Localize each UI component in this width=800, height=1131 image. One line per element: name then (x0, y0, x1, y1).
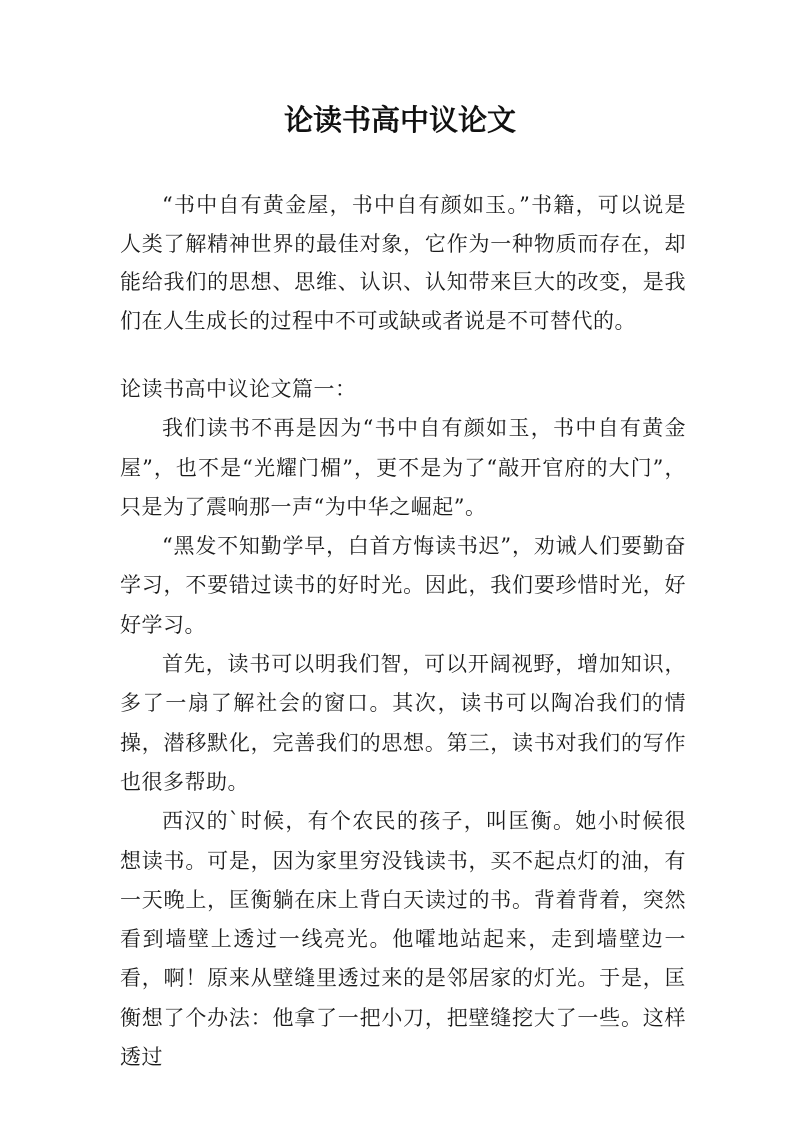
section-heading: 论读书高中议论文篇一： (120, 377, 357, 401)
body-paragraph: 首先，读书可以明我们智，可以开阔视野，增加知识，多了一扇了解社会的窗口。其次，读书可以陶冶我们的情操，潜移默化，完善我们的思想。第三，读书对我们的写作也很多帮助。 (120, 652, 686, 794)
intro-paragraph: “书中自有黄金屋，书中自有颜如玉。”书籍，可以说是人类了解精神世界的最佳对象，它作为一种物质而存在，却能给我们的思想、思维、认识、认知带来巨大的改变，是我们在人生成长的过程中不可或缺或者说是不可替代的。 (120, 193, 686, 334)
intro-block (120, 186, 686, 341)
body-paragraph: “黑发不知勤学早，白首方悔读书迟”，劝诫人们要勤奋学习，不要错过读书的好时光。因此，我们要珍惜时光，好好学习。 (120, 534, 686, 637)
essay-section (120, 370, 686, 1077)
body-paragraph: 西汉的`时候，有个农民的孩子，叫匡衡。她小时候很想读书。可是，因为家里穷没钱读书，买不起点灯的油，有一天晚上，匡衡躺在床上背白天读过的书。背着背着，突然看到墙壁上透过一线亮光。他嚯地站起来，走到墙壁边一看，啊！原来从壁缝里透过来的是邻居家的灯光。于是，匡衡想了个办法：他拿了一把小刀，把壁缝挖大了一些。这样透过 (120, 809, 686, 1070)
document-title: 论读书高中议论文 (283, 103, 516, 137)
body-paragraph: 我们读书不再是因为“书中自有颜如玉，书中自有黄金屋”，也不是“光耀门楣”，更不是为了“敲开官府的大门”，只是为了震响那一声“为中华之崛起”。 (120, 416, 686, 519)
